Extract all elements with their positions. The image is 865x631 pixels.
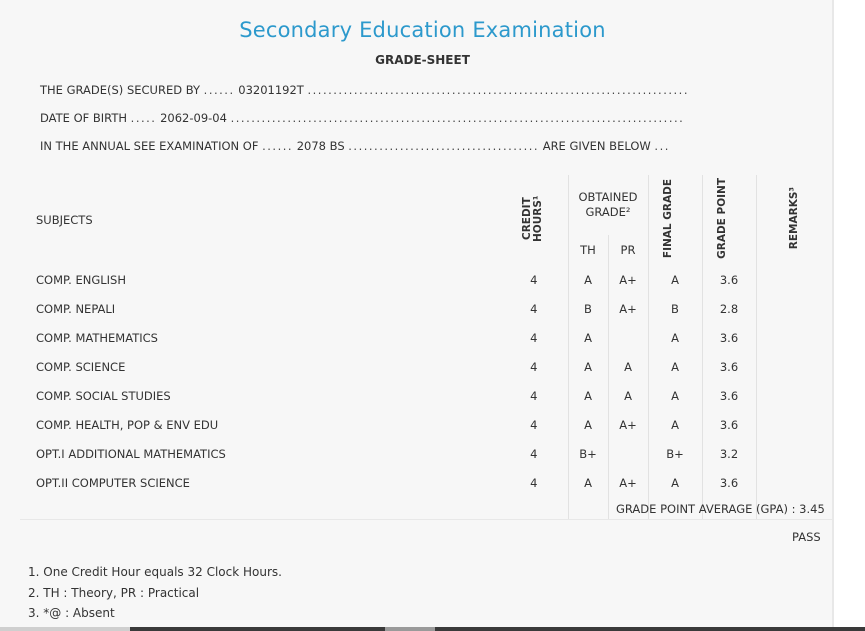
final-grade-header [648, 175, 702, 265]
theory-header: TH [568, 235, 608, 265]
leader-dots: ..... [130, 111, 157, 125]
secured-by-line [40, 83, 689, 97]
grade-point: 3.2 [702, 439, 756, 468]
table-row [20, 265, 832, 294]
subject-name: OPT.II COMPUTER SCIENCE [36, 475, 190, 490]
theory-grade: A [568, 468, 608, 497]
practical-grade: A+ [608, 468, 648, 497]
dob-value: 2062-09-04 [160, 111, 227, 125]
table-row [20, 294, 832, 323]
practical-grade [608, 323, 648, 352]
subject-name: COMP. NEPALI [36, 301, 116, 316]
subject-name: OPT.I ADDITIONAL MATHEMATICS [36, 446, 226, 461]
grades-table [20, 175, 832, 520]
secured-by-label: THE GRADE(S) SECURED BY [40, 83, 201, 97]
grade-point: 3.6 [702, 410, 756, 439]
leader-dots: ........................................................................................ [230, 111, 685, 125]
remarks [756, 265, 832, 294]
theory-grade: A [568, 352, 608, 381]
grade-point-header-text: GRADE POINT [716, 178, 728, 259]
practical-grade: A [608, 352, 648, 381]
practical-grade: A+ [608, 294, 648, 323]
grade-point: 3.6 [702, 352, 756, 381]
final-grade: A [648, 410, 702, 439]
result-status: PASS [792, 530, 821, 544]
remarks [756, 294, 832, 323]
credit-hours-header [500, 175, 568, 265]
exam-title: Secondary Education Examination [239, 18, 606, 42]
credit-hours: 4 [500, 352, 568, 381]
final-grade: A [648, 381, 702, 410]
grade-point: 3.6 [702, 265, 756, 294]
credit-hours: 4 [500, 265, 568, 294]
final-grade: A [648, 265, 702, 294]
grade-sheet-heading: GRADE-SHEET [375, 53, 470, 67]
scrollbar-track-segment [0, 627, 130, 631]
final-grade: A [648, 323, 702, 352]
practical-header: PR [608, 235, 648, 265]
subject-name: COMP. MATHEMATICS [36, 330, 158, 345]
leader-dots: ...... [203, 83, 235, 97]
subject-name: COMP. ENGLISH [36, 272, 126, 287]
dob-label: DATE OF BIRTH [40, 111, 128, 125]
gpa-summary: GRADE POINT AVERAGE (GPA) : 3.45 [616, 502, 825, 516]
final-grade: B [648, 294, 702, 323]
table-row [20, 381, 832, 410]
theory-grade: A [568, 265, 608, 294]
credit-hours: 4 [500, 468, 568, 497]
final-grade-header-text: FINAL GRADE [662, 178, 674, 259]
remarks [756, 352, 832, 381]
table-row [20, 323, 832, 352]
footnote: 1. One Credit Hour equals 32 Clock Hours. [28, 565, 282, 579]
page-border [832, 0, 834, 631]
remarks [756, 410, 832, 439]
exam-line [40, 139, 670, 153]
table-header-row [20, 175, 832, 235]
final-grade: A [648, 468, 702, 497]
theory-grade: A [568, 381, 608, 410]
grade-point-header [702, 175, 756, 265]
final-grade: A [648, 352, 702, 381]
theory-grade: B [568, 294, 608, 323]
remarks [756, 323, 832, 352]
leader-dots: ...... [262, 139, 294, 153]
subject-name: COMP. SOCIAL STUDIES [36, 388, 171, 403]
footnotes [28, 562, 282, 624]
grade-point: 3.6 [702, 468, 756, 497]
grade-point: 2.8 [702, 294, 756, 323]
credit-hours: 4 [500, 439, 568, 468]
practical-grade: A [608, 381, 648, 410]
theory-grade: B+ [568, 439, 608, 468]
dob-line [40, 111, 684, 125]
exam-label: IN THE ANNUAL SEE EXAMINATION OF [40, 139, 259, 153]
credit-hours: 4 [500, 294, 568, 323]
leader-dots: .......................................................................... [307, 83, 689, 97]
table-row [20, 410, 832, 439]
remarks [756, 381, 832, 410]
remarks-header-text: REMARKS³ [787, 187, 800, 250]
exam-year: 2078 BS [296, 139, 345, 153]
final-grade: B+ [648, 439, 702, 468]
footnote: 2. TH : Theory, PR : Practical [28, 585, 200, 600]
table-row [20, 468, 832, 497]
given-below-label: ARE GIVEN BELOW [542, 139, 651, 153]
remarks [756, 468, 832, 497]
credit-hours-header-text: CREDIT HOURS¹ [520, 195, 544, 242]
credit-hours: 4 [500, 323, 568, 352]
scrollbar-thumb[interactable] [385, 627, 435, 631]
theory-grade: A [568, 410, 608, 439]
table-row [20, 352, 832, 381]
leader-dots: ..................................... [348, 139, 540, 153]
credit-hours: 4 [500, 410, 568, 439]
theory-grade: A [568, 323, 608, 352]
grade-point: 3.6 [702, 323, 756, 352]
footnote: 3. *@ : Absent [28, 606, 115, 620]
practical-grade [608, 439, 648, 468]
horizontal-scrollbar[interactable] [0, 627, 865, 631]
remarks [756, 439, 832, 468]
subject-name: COMP. SCIENCE [36, 359, 126, 374]
subjects-header: SUBJECTS [36, 213, 93, 227]
grade-point: 3.6 [702, 381, 756, 410]
table-row [20, 439, 832, 468]
obtained-grade-header-text: OBTAINED GRADE² [578, 190, 638, 219]
symbol-number: 03201192T [238, 83, 304, 97]
leader-dots: ... [654, 139, 670, 153]
obtained-grade-header [568, 175, 648, 235]
subject-name: COMP. HEALTH, POP & ENV EDU [36, 417, 219, 432]
practical-grade: A+ [608, 265, 648, 294]
credit-hours: 4 [500, 381, 568, 410]
remarks-header [756, 175, 832, 265]
practical-grade: A+ [608, 410, 648, 439]
